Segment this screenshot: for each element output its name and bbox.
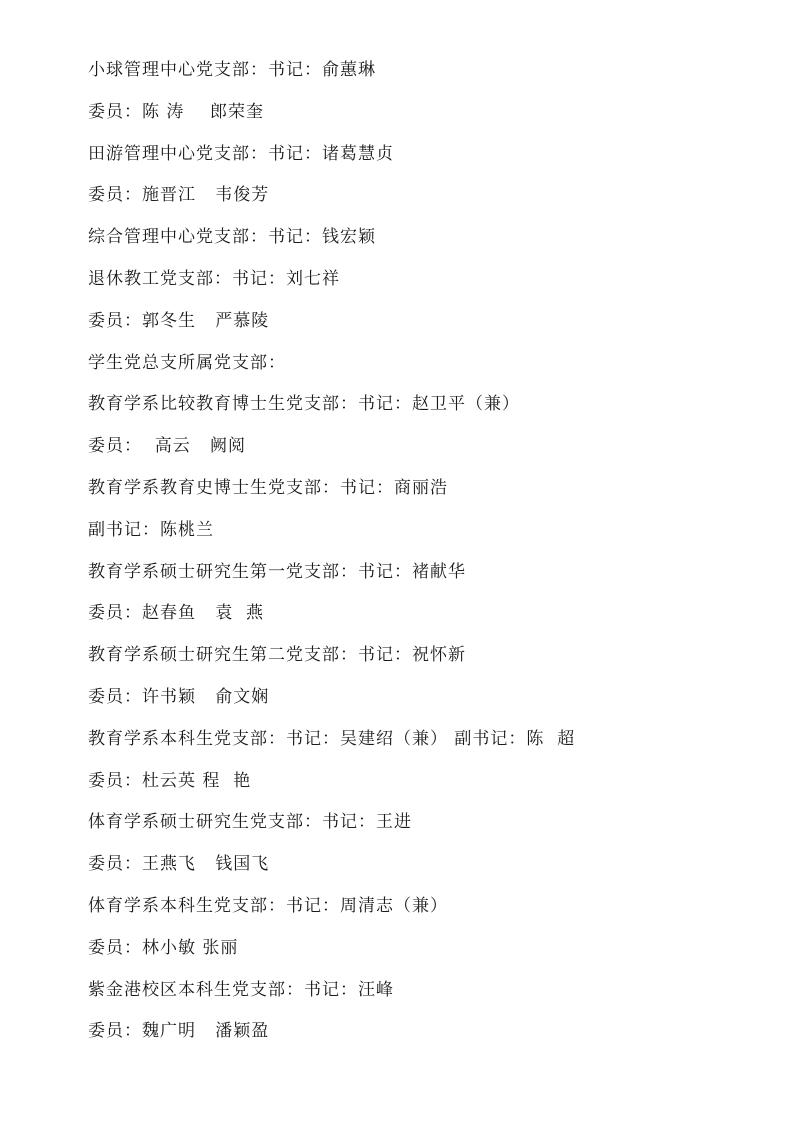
text-line-1: 小球管理中心党支部：书记：俞蕙琳 (88, 60, 376, 80)
text-line-9: 教育学系比较教育博士生党支部：书记：赵卫平（兼） (88, 394, 520, 415)
text-line-21: 体育学系本科生党支部：书记：周清志（兼） (88, 895, 448, 916)
text-line-6: 退休教工党支部：书记：刘七祥 (88, 268, 340, 289)
text-line-14: 委员：赵春鱼 袁 燕 (88, 603, 265, 624)
text-line-22: 委员：林小敏 张丽 (88, 937, 239, 958)
text-line-11: 教育学系教育史博士生党支部：书记：商丽浩 (88, 477, 448, 498)
text-line-18: 委员：杜云英 程 艳 (88, 770, 252, 791)
text-line-19: 体育学系硕士研究生党支部：书记：王进 (88, 812, 412, 833)
text-line-13: 教育学系硕士研究生第一党支部：书记：褚献华 (88, 561, 466, 582)
text-line-3: 田游管理中心党支部：书记：诸葛慧贞 (88, 143, 394, 164)
document-body (88, 56, 768, 1059)
text-line-5: 综合管理中心党支部：书记：钱宏颖 (88, 227, 376, 248)
text-line-15: 教育学系硕士研究生第二党支部：书记：祝怀新 (88, 645, 466, 666)
text-line-20: 委员：王燕飞 钱国飞 (88, 854, 270, 875)
text-line-7: 委员：郭冬生 严慕陵 (88, 310, 270, 331)
text-line-23: 紫金港校区本科生党支部：书记：汪峰 (88, 979, 394, 1000)
text-line-2: 委员：陈 涛 郎荣奎 (88, 101, 265, 122)
text-line-10: 委员： 高云 阙阅 (88, 436, 247, 457)
text-line-17: 教育学系本科生党支部：书记：吴建绍（兼） 副书记：陈 超 (88, 728, 576, 749)
section-heading: 学生党总支所属党支部： (88, 352, 286, 373)
text-line-16: 委员：许书颖 俞文娴 (88, 686, 270, 707)
text-line-24: 委员：魏广明 潘颖盈 (88, 1021, 270, 1042)
text-line-4: 委员：施晋江 韦俊芳 (88, 185, 270, 206)
text-line-12: 副书记：陈桃兰 (88, 519, 214, 540)
